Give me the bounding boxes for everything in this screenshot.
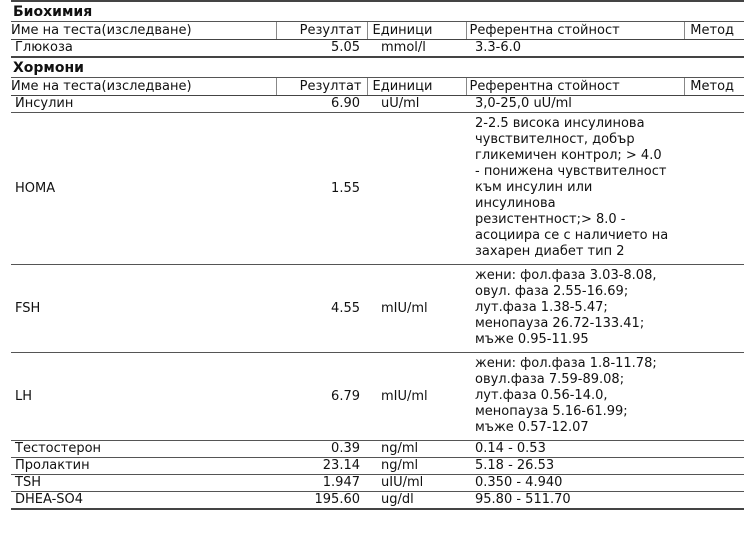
reference-line: жени: фол.фаза 1.8-11.78; — [475, 356, 657, 371]
test-units: ug/dl — [367, 492, 466, 510]
table-row — [11, 96, 744, 113]
column-header-reference: Референтна стойност — [466, 22, 684, 40]
test-name: Тестостерон — [11, 441, 276, 458]
section-title: Хормони — [11, 57, 744, 78]
table-row — [11, 458, 744, 475]
reference-line: 3.3-6.0 — [475, 40, 522, 55]
reference-range — [466, 265, 684, 353]
test-result: 4.55 — [276, 265, 367, 353]
column-header-name: Име на теста(изследване) — [11, 22, 276, 40]
table-row — [11, 353, 744, 441]
reference-range — [466, 492, 684, 510]
test-units: mIU/ml — [367, 353, 466, 441]
table-row — [11, 492, 744, 510]
test-method — [684, 441, 744, 458]
test-units: ng/ml — [367, 458, 466, 475]
test-name: DHEA-SO4 — [11, 492, 276, 510]
reference-line: 2-2.5 висока инсулинова — [475, 116, 645, 131]
reference-line: 95.80 - 511.70 — [475, 492, 571, 507]
test-method — [684, 458, 744, 475]
test-result: 6.90 — [276, 96, 367, 113]
column-header-row — [11, 78, 744, 96]
test-result: 23.14 — [276, 458, 367, 475]
reference-line: менопауза 5.16-61.99; — [475, 404, 628, 419]
test-name: TSH — [11, 475, 276, 492]
reference-line: захарен диабет тип 2 — [475, 244, 625, 259]
table-row — [11, 265, 744, 353]
reference-range — [466, 40, 684, 58]
reference-range — [466, 113, 684, 265]
test-units: ng/ml — [367, 441, 466, 458]
table-row — [11, 441, 744, 458]
section-header — [11, 57, 744, 78]
test-name: HOMA — [11, 113, 276, 265]
reference-line: инсулинова — [475, 196, 556, 211]
column-header-reference: Референтна стойност — [466, 78, 684, 96]
reference-line: овул.фаза 7.59-89.08; — [475, 372, 625, 387]
test-result: 1.55 — [276, 113, 367, 265]
test-result: 0.39 — [276, 441, 367, 458]
test-method — [684, 353, 744, 441]
reference-line: 0.14 - 0.53 — [475, 441, 546, 456]
lab-results-table — [11, 0, 744, 510]
reference-line: мъже 0.57-12.07 — [475, 420, 589, 435]
test-result: 195.60 — [276, 492, 367, 510]
reference-line: 5.18 - 26.53 — [475, 458, 555, 473]
test-units: uIU/ml — [367, 475, 466, 492]
reference-range — [466, 458, 684, 475]
reference-range — [466, 441, 684, 458]
test-name: Инсулин — [11, 96, 276, 113]
reference-line: мъже 0.95-11.95 — [475, 332, 589, 347]
reference-line: жени: фол.фаза 3.03-8.08, — [475, 268, 657, 283]
column-header-row — [11, 22, 744, 40]
lab-results-page — [11, 0, 744, 510]
test-result: 1.947 — [276, 475, 367, 492]
reference-line: към инсулин или — [475, 180, 593, 195]
column-header-method: Метод — [684, 22, 744, 40]
test-name: Пролактин — [11, 458, 276, 475]
test-units — [367, 113, 466, 265]
reference-line: лут.фаза 1.38-5.47; — [475, 300, 608, 315]
reference-line: асоциира се с наличието на — [475, 228, 669, 243]
section-header — [11, 1, 744, 22]
test-result: 5.05 — [276, 40, 367, 58]
reference-line: резистентност;> 8.0 - — [475, 212, 626, 227]
reference-line: овул. фаза 2.55-16.69; — [475, 284, 629, 299]
reference-range — [466, 475, 684, 492]
test-method — [684, 113, 744, 265]
test-units: mIU/ml — [367, 265, 466, 353]
test-method — [684, 96, 744, 113]
reference-line: чувствителност, добър — [475, 132, 635, 147]
column-header-result: Резултат — [276, 78, 367, 96]
column-header-method: Метод — [684, 78, 744, 96]
table-row — [11, 113, 744, 265]
test-method — [684, 475, 744, 492]
section-title: Биохимия — [11, 1, 744, 22]
reference-range — [466, 353, 684, 441]
reference-range — [466, 96, 684, 113]
table-row — [11, 475, 744, 492]
test-method — [684, 265, 744, 353]
column-header-units: Единици — [367, 22, 466, 40]
test-units: uU/ml — [367, 96, 466, 113]
column-header-units: Единици — [367, 78, 466, 96]
reference-line: - понижена чувствителност — [475, 164, 667, 179]
test-name: LH — [11, 353, 276, 441]
reference-line: менопауза 26.72-133.41; — [475, 316, 645, 331]
reference-line: лут.фаза 0.56-14.0, — [475, 388, 608, 403]
column-header-result: Резултат — [276, 22, 367, 40]
column-header-name: Име на теста(изследване) — [11, 78, 276, 96]
reference-line: гликемичен контрол; > 4.0 — [475, 148, 662, 163]
test-units: mmol/l — [367, 40, 466, 58]
test-name: FSH — [11, 265, 276, 353]
test-result: 6.79 — [276, 353, 367, 441]
test-method — [684, 492, 744, 510]
test-method — [684, 40, 744, 58]
table-row — [11, 40, 744, 58]
test-name: Глюкоза — [11, 40, 276, 58]
reference-line: 0.350 - 4.940 — [475, 475, 563, 490]
reference-line: 3,0-25,0 uU/ml — [475, 96, 572, 111]
